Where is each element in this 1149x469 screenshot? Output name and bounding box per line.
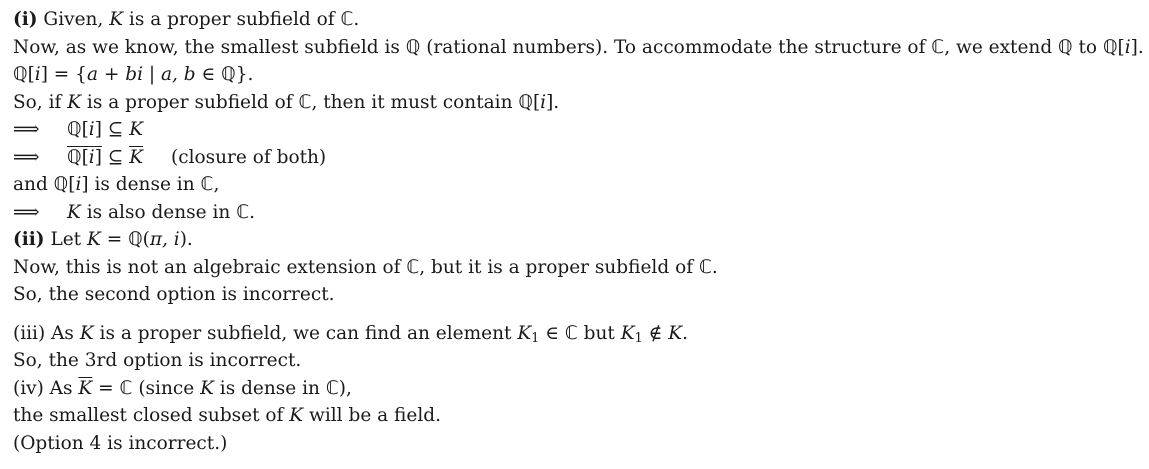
- text: [: [68, 174, 76, 195]
- text: to: [1072, 36, 1103, 58]
- text: .: [353, 9, 360, 30]
- math-var: K: [79, 322, 94, 344]
- text: ⊆: [101, 146, 130, 168]
- text: is a proper subfield, we can find an element: [93, 322, 518, 344]
- math-set: ℂ: [931, 36, 945, 58]
- subscript: 1: [634, 330, 643, 346]
- line-part-iii: [13, 320, 1143, 348]
- text: (iii) As: [13, 322, 80, 344]
- line-part-iv: [13, 375, 1143, 403]
- text: [: [27, 64, 35, 85]
- math-set: ℂ: [119, 377, 133, 399]
- math-var: K: [620, 322, 635, 344]
- math-set: ℚ: [53, 174, 69, 195]
- math-var: a, b: [161, 64, 196, 85]
- text: ].: [1130, 36, 1144, 58]
- text: , we extend: [944, 36, 1059, 58]
- text: [: [532, 91, 541, 113]
- text: ] ⊆: [94, 119, 130, 140]
- math-set: ℂ: [564, 322, 578, 344]
- line-part-i-given: [13, 6, 1143, 34]
- math-set: ℂ: [340, 9, 354, 30]
- math-var: a: [86, 64, 98, 85]
- line-closed-subset: [13, 402, 1143, 430]
- line-third-incorrect: [13, 347, 1143, 375]
- math-var: K: [289, 405, 304, 426]
- part-label: (ii): [13, 229, 45, 250]
- line-dense: [13, 171, 1143, 199]
- text: Now, as we know, the smallest subfield is: [13, 36, 406, 58]
- text: (iv) As: [13, 377, 79, 399]
- text: ].: [546, 91, 560, 113]
- math-var: π, i: [149, 229, 180, 250]
- math-var: K: [109, 9, 124, 30]
- text: ] = {: [40, 64, 87, 85]
- text: .: [249, 201, 256, 223]
- text: the smallest closed subset of: [13, 405, 290, 426]
- math-var: K: [67, 201, 81, 223]
- text: is dense in: [213, 377, 326, 399]
- text: (since: [132, 377, 201, 399]
- closure-overline: [67, 147, 102, 168]
- math-set: ℚ: [13, 64, 28, 85]
- text: .: [682, 322, 688, 344]
- math-var: i: [88, 146, 95, 168]
- text: (Option 4 is incorrect.): [13, 432, 228, 454]
- text: is a proper subfield of: [81, 91, 299, 113]
- text: ]: [94, 146, 102, 168]
- line-qi-definition: [13, 61, 1143, 89]
- text: }.: [235, 64, 254, 85]
- text: ,: [213, 174, 220, 195]
- text: [: [1117, 36, 1125, 58]
- math-set: ℚ: [518, 91, 533, 113]
- math-var: K: [87, 229, 101, 250]
- implies-arrow-icon: ⟹: [13, 119, 40, 140]
- text: is a proper subfield of: [123, 9, 341, 30]
- text: =: [92, 377, 120, 399]
- text: , but it is a proper subfield of: [419, 256, 699, 278]
- math-var: K: [200, 377, 214, 399]
- text: and: [13, 174, 54, 195]
- text: [: [81, 146, 89, 168]
- text: [: [81, 119, 89, 140]
- math-var: K: [668, 322, 683, 344]
- line-option-4-incorrect: [13, 430, 1143, 458]
- line-k-dense: [13, 199, 1143, 227]
- math-var: $\overline{K}$: [129, 146, 144, 168]
- math-set: ℚ: [128, 229, 143, 250]
- math-var: $\overline{K}$: [78, 377, 93, 399]
- math-var: i: [88, 119, 95, 140]
- text: will be a field.: [303, 405, 441, 426]
- math-set: ℚ: [67, 146, 82, 168]
- math-var: i: [1124, 36, 1131, 58]
- line-implies-closure: [13, 144, 1143, 172]
- math-set: ℂ: [298, 91, 312, 113]
- math-set: ℚ: [405, 36, 421, 58]
- math-var: K: [129, 119, 144, 140]
- text: ∈: [195, 64, 222, 85]
- math-set: ℚ: [1058, 36, 1073, 58]
- text: ),: [338, 377, 352, 399]
- text: ] is dense in: [81, 174, 201, 195]
- text: ∉: [642, 322, 669, 344]
- text: ∈: [539, 322, 565, 344]
- math-set: ℂ: [406, 256, 420, 278]
- text: (: [142, 229, 150, 250]
- text: Now, this is not an algebraic extension of: [13, 256, 407, 278]
- text: (closure of both): [171, 146, 327, 168]
- text: So, the 3rd option is incorrect.: [13, 350, 302, 371]
- text: Given,: [37, 9, 110, 30]
- math-var: K: [67, 91, 82, 113]
- text: So, the second option is incorrect.: [13, 284, 335, 305]
- text: (rational numbers). To accommodate the structure of: [420, 36, 932, 58]
- math-set: ℂ: [200, 174, 214, 195]
- solution-document: [13, 6, 1143, 457]
- math-var: i: [540, 91, 547, 113]
- line-smallest-subfield: [13, 34, 1143, 62]
- line-implies-subset: [13, 116, 1143, 144]
- part-label: (i): [13, 9, 38, 30]
- math-var: i: [34, 64, 41, 85]
- math-set: ℂ: [236, 201, 250, 223]
- paragraph-gap: [13, 309, 1143, 320]
- line-not-algebraic: [13, 254, 1143, 282]
- math-set: ℚ: [67, 119, 82, 140]
- text: ).: [179, 229, 193, 250]
- text: =: [100, 229, 129, 250]
- text: So, if: [13, 91, 68, 113]
- math-set: ℂ: [325, 377, 339, 399]
- math-set: ℚ: [1102, 36, 1118, 58]
- math-var: K: [517, 322, 532, 344]
- text: Let: [44, 229, 87, 250]
- text: , then it must contain: [311, 91, 519, 113]
- line-must-contain: [13, 89, 1143, 117]
- line-part-ii: [13, 226, 1143, 254]
- math-set: ℂ: [698, 256, 712, 278]
- math-var: i: [75, 174, 82, 195]
- math-var: bi: [125, 64, 144, 85]
- text: |: [143, 64, 162, 85]
- text: .: [711, 256, 718, 278]
- implies-arrow-icon: ⟹: [13, 146, 40, 168]
- text: is also dense in: [80, 201, 237, 223]
- text: +: [97, 64, 126, 85]
- line-second-incorrect: [13, 281, 1143, 309]
- math-set: ℚ: [221, 64, 236, 85]
- implies-arrow-icon: ⟹: [13, 201, 40, 223]
- text: but: [577, 322, 621, 344]
- subscript: 1: [531, 330, 540, 346]
